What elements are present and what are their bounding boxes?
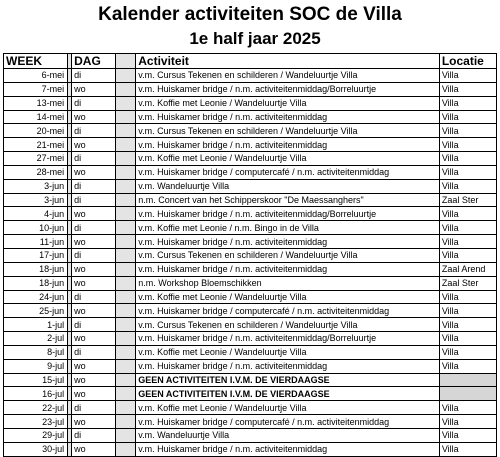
cell-dag: wo bbox=[72, 332, 116, 346]
table-row bbox=[4, 442, 497, 456]
table-header-row bbox=[4, 54, 497, 69]
cell-locatie: Zaal Ster bbox=[439, 276, 496, 290]
cell-week: 25-jun bbox=[4, 304, 68, 318]
cell-dag: di bbox=[72, 96, 116, 110]
cell-dag: wo bbox=[72, 276, 116, 290]
cell-locatie: Villa bbox=[439, 179, 496, 193]
cell-activiteit: v.m. Huiskamer bridge / n.m. activiteitenmiddag/Borreluurtje bbox=[136, 207, 440, 221]
cell-activiteit: v.m. Huiskamer bridge / n.m. activiteitenmiddag bbox=[136, 110, 440, 124]
cell-spacer bbox=[116, 332, 136, 346]
table-row bbox=[4, 193, 497, 207]
table-row bbox=[4, 359, 497, 373]
cell-dag: di bbox=[72, 179, 116, 193]
cell-activiteit: v.m. Huiskamer bridge / computercafé / n.m. activiteitenmiddag bbox=[136, 415, 440, 429]
cell-week: 2-jul bbox=[4, 332, 68, 346]
table-row bbox=[4, 221, 497, 235]
cell-spacer bbox=[116, 221, 136, 235]
cell-locatie: Villa bbox=[439, 235, 496, 249]
cell-spacer bbox=[116, 276, 136, 290]
cell-locatie: Villa bbox=[439, 401, 496, 415]
table-row bbox=[4, 69, 497, 83]
cell-dag: di bbox=[72, 345, 116, 359]
cell-week: 27-mei bbox=[4, 152, 68, 166]
cell-dag: wo bbox=[72, 262, 116, 276]
cell-dag: wo bbox=[72, 304, 116, 318]
cell-spacer bbox=[116, 138, 136, 152]
cell-spacer bbox=[116, 373, 136, 387]
table-row bbox=[4, 248, 497, 262]
cell-dag: di bbox=[72, 152, 116, 166]
cell-locatie: Villa bbox=[439, 359, 496, 373]
cell-locatie bbox=[439, 373, 496, 387]
cell-activiteit: n.m. Workshop Bloemschikken bbox=[136, 276, 440, 290]
cell-spacer bbox=[116, 304, 136, 318]
cell-dag: di bbox=[72, 401, 116, 415]
cell-week: 14-mei bbox=[4, 110, 68, 124]
cell-locatie: Villa bbox=[439, 318, 496, 332]
cell-week: 8-jul bbox=[4, 345, 68, 359]
cell-week: 3-jun bbox=[4, 193, 68, 207]
table-row bbox=[4, 332, 497, 346]
cell-spacer bbox=[116, 124, 136, 138]
table-row bbox=[4, 387, 497, 401]
table-row bbox=[4, 124, 497, 138]
cell-spacer bbox=[116, 193, 136, 207]
cell-activiteit: v.m. Cursus Tekenen en schilderen / Wandeluurtje Villa bbox=[136, 248, 440, 262]
cell-locatie: Zaal Arend bbox=[439, 262, 496, 276]
table-row bbox=[4, 179, 497, 193]
cell-locatie: Villa bbox=[439, 165, 496, 179]
cell-dag: wo bbox=[72, 138, 116, 152]
cell-dag: wo bbox=[72, 110, 116, 124]
cell-activiteit: v.m. Koffie met Leonie / Wandeluurtje Villa bbox=[136, 345, 440, 359]
cell-locatie: Villa bbox=[439, 332, 496, 346]
cell-dag: di bbox=[72, 193, 116, 207]
cell-activiteit: GEEN ACTIVITEITEN I.V.M. DE VIERDAAGSE bbox=[136, 387, 440, 401]
cell-spacer bbox=[116, 359, 136, 373]
cell-dag: wo bbox=[72, 207, 116, 221]
cell-spacer bbox=[116, 415, 136, 429]
column-spacer bbox=[116, 54, 136, 69]
cell-spacer bbox=[116, 179, 136, 193]
cell-locatie: Villa bbox=[439, 152, 496, 166]
cell-activiteit: v.m. Cursus Tekenen en schilderen / Wandeluurtje Villa bbox=[136, 124, 440, 138]
cell-spacer bbox=[116, 428, 136, 442]
cell-week: 3-jun bbox=[4, 179, 68, 193]
cell-week: 9-jul bbox=[4, 359, 68, 373]
cell-week: 28-mei bbox=[4, 165, 68, 179]
cell-spacer bbox=[116, 82, 136, 96]
cell-activiteit: v.m. Cursus Tekenen en schilderen / Wandeluurtje Villa bbox=[136, 318, 440, 332]
cell-dag: di bbox=[72, 290, 116, 304]
schedule-table bbox=[3, 53, 497, 457]
cell-week: 1-jul bbox=[4, 318, 68, 332]
cell-locatie: Villa bbox=[439, 345, 496, 359]
cell-spacer bbox=[116, 110, 136, 124]
table-row bbox=[4, 262, 497, 276]
cell-locatie: Villa bbox=[439, 442, 496, 456]
cell-week: 6-mei bbox=[4, 69, 68, 83]
cell-locatie: Villa bbox=[439, 415, 496, 429]
cell-dag: di bbox=[72, 248, 116, 262]
column-header-week: WEEK bbox=[4, 54, 68, 69]
cell-activiteit: v.m. Koffie met Leonie / Wandeluurtje Villa bbox=[136, 96, 440, 110]
cell-dag: di bbox=[72, 124, 116, 138]
cell-dag: di bbox=[72, 69, 116, 83]
cell-dag: wo bbox=[72, 442, 116, 456]
cell-spacer bbox=[116, 207, 136, 221]
table-row bbox=[4, 110, 497, 124]
cell-spacer bbox=[116, 248, 136, 262]
cell-week: 10-jun bbox=[4, 221, 68, 235]
cell-week: 23-jul bbox=[4, 415, 68, 429]
cell-activiteit: v.m. Huiskamer bridge / computercafé / n.m. activiteitenmiddag bbox=[136, 304, 440, 318]
cell-dag: wo bbox=[72, 235, 116, 249]
cell-locatie: Villa bbox=[439, 69, 496, 83]
cell-activiteit: v.m. Huiskamer bridge / n.m. activiteitenmiddag/Borreluurtje bbox=[136, 82, 440, 96]
cell-locatie: Villa bbox=[439, 124, 496, 138]
cell-locatie: Zaal Ster bbox=[439, 193, 496, 207]
table-row bbox=[4, 276, 497, 290]
cell-dag: wo bbox=[72, 359, 116, 373]
table-row bbox=[4, 304, 497, 318]
cell-locatie bbox=[439, 387, 496, 401]
cell-spacer bbox=[116, 165, 136, 179]
cell-activiteit: v.m. Koffie met Leonie / Wandeluurtje Villa bbox=[136, 401, 440, 415]
cell-dag: di bbox=[72, 428, 116, 442]
column-header-activiteit: Activiteit bbox=[136, 54, 440, 69]
cell-activiteit: v.m. Wandeluurtje Villa bbox=[136, 428, 440, 442]
cell-activiteit: v.m. Huiskamer bridge / n.m. activiteitenmiddag bbox=[136, 442, 440, 456]
cell-dag: wo bbox=[72, 415, 116, 429]
cell-week: 30-jul bbox=[4, 442, 68, 456]
cell-activiteit: v.m. Koffie met Leonie / n.m. Bingo in de Villa bbox=[136, 221, 440, 235]
cell-spacer bbox=[116, 401, 136, 415]
cell-week: 4-jun bbox=[4, 207, 68, 221]
table-row bbox=[4, 152, 497, 166]
table-row bbox=[4, 318, 497, 332]
cell-locatie: Villa bbox=[439, 290, 496, 304]
cell-locatie: Villa bbox=[439, 248, 496, 262]
table-row bbox=[4, 290, 497, 304]
cell-locatie: Villa bbox=[439, 138, 496, 152]
table-row bbox=[4, 415, 497, 429]
cell-spacer bbox=[116, 96, 136, 110]
cell-week: 18-jun bbox=[4, 276, 68, 290]
cell-week: 21-mei bbox=[4, 138, 68, 152]
table-row bbox=[4, 207, 497, 221]
cell-week: 11-jun bbox=[4, 235, 68, 249]
table-row bbox=[4, 138, 497, 152]
cell-activiteit: v.m. Huiskamer bridge / computercafé / n.m. activiteitenmiddag bbox=[136, 165, 440, 179]
cell-locatie: Villa bbox=[439, 221, 496, 235]
cell-week: 22-jul bbox=[4, 401, 68, 415]
cell-locatie: Villa bbox=[439, 110, 496, 124]
table-row bbox=[4, 165, 497, 179]
cell-spacer bbox=[116, 152, 136, 166]
cell-locatie: Villa bbox=[439, 96, 496, 110]
cell-week: 29-jul bbox=[4, 428, 68, 442]
cell-activiteit: v.m. Huiskamer bridge / n.m. activiteitenmiddag bbox=[136, 262, 440, 276]
cell-activiteit: v.m. Huiskamer bridge / n.m. activiteitenmiddag bbox=[136, 359, 440, 373]
cell-spacer bbox=[116, 387, 136, 401]
cell-spacer bbox=[116, 262, 136, 276]
cell-week: 24-jun bbox=[4, 290, 68, 304]
cell-dag: di bbox=[72, 318, 116, 332]
cell-activiteit: v.m. Huiskamer bridge / n.m. activiteitenmiddag bbox=[136, 138, 440, 152]
table-row bbox=[4, 235, 497, 249]
cell-activiteit: v.m. Huiskamer bridge / n.m. activiteitenmiddag bbox=[136, 235, 440, 249]
cell-spacer bbox=[116, 318, 136, 332]
cell-week: 7-mei bbox=[4, 82, 68, 96]
table-row bbox=[4, 401, 497, 415]
cell-activiteit: v.m. Wandeluurtje Villa bbox=[136, 179, 440, 193]
cell-activiteit: n.m. Concert van het Schipperskoor "De Maessanghers" bbox=[136, 193, 440, 207]
page-title: Kalender activiteiten SOC de Villa bbox=[98, 4, 402, 25]
cell-week: 18-jun bbox=[4, 262, 68, 276]
cell-locatie: Villa bbox=[439, 428, 496, 442]
table-row bbox=[4, 373, 497, 387]
cell-week: 20-mei bbox=[4, 124, 68, 138]
cell-activiteit: v.m. Cursus Tekenen en schilderen / Wandeluurtje Villa bbox=[136, 69, 440, 83]
cell-dag: wo bbox=[72, 373, 116, 387]
cell-spacer bbox=[116, 69, 136, 83]
cell-activiteit: v.m. Huiskamer bridge / n.m. activiteitenmiddag/Borreluurtje bbox=[136, 332, 440, 346]
cell-locatie: Villa bbox=[439, 82, 496, 96]
cell-locatie: Villa bbox=[439, 207, 496, 221]
cell-week: 17-jun bbox=[4, 248, 68, 262]
cell-week: 16-jul bbox=[4, 387, 68, 401]
column-header-locatie: Locatie bbox=[439, 54, 496, 69]
cell-dag: wo bbox=[72, 165, 116, 179]
table-row bbox=[4, 82, 497, 96]
column-header-dag: DAG bbox=[72, 54, 116, 69]
table-row bbox=[4, 96, 497, 110]
cell-dag: wo bbox=[72, 387, 116, 401]
cell-dag: di bbox=[72, 221, 116, 235]
cell-activiteit: v.m. Koffie met Leonie / Wandeluurtje Villa bbox=[136, 290, 440, 304]
page-subtitle: 1e half jaar 2025 bbox=[189, 29, 321, 48]
cell-activiteit: GEEN ACTIVITEITEN I.V.M. DE VIERDAAGSE bbox=[136, 373, 440, 387]
cell-week: 13-mei bbox=[4, 96, 68, 110]
cell-activiteit: v.m. Koffie met Leonie / Wandeluurtje Villa bbox=[136, 152, 440, 166]
cell-spacer bbox=[116, 345, 136, 359]
cell-spacer bbox=[116, 442, 136, 456]
table-row bbox=[4, 345, 497, 359]
cell-locatie: Villa bbox=[439, 304, 496, 318]
cell-spacer bbox=[116, 235, 136, 249]
table-row bbox=[4, 428, 497, 442]
cell-spacer bbox=[116, 290, 136, 304]
cell-dag: wo bbox=[72, 82, 116, 96]
cell-week: 15-jul bbox=[4, 373, 68, 387]
